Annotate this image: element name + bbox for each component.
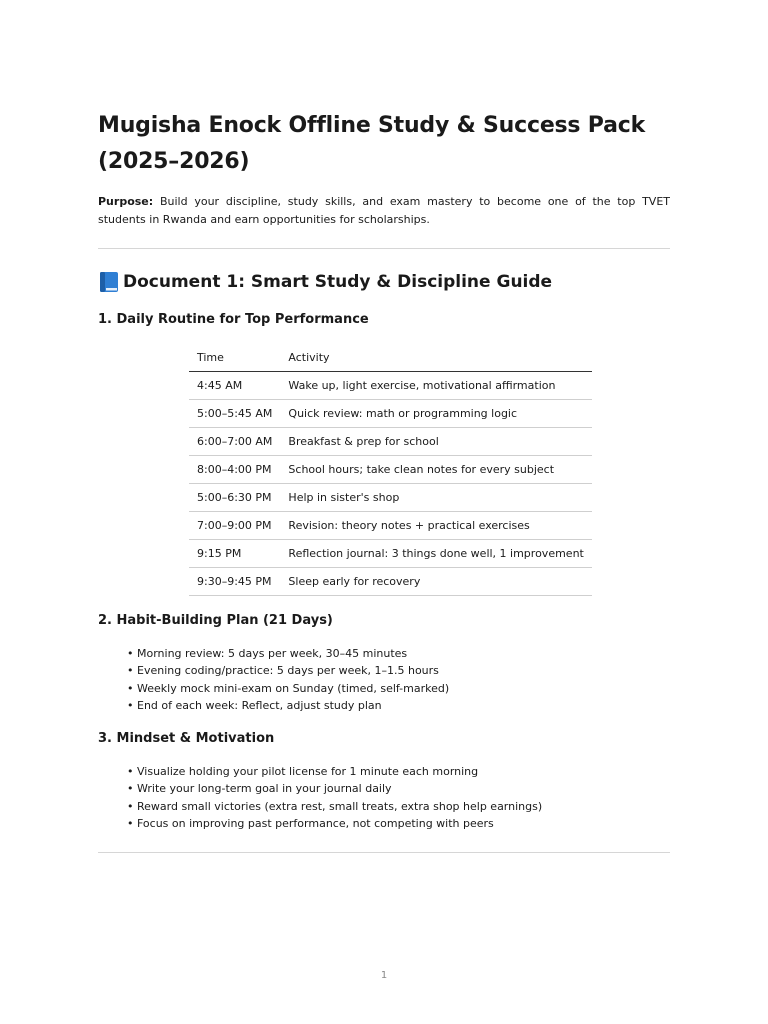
blue-book-icon: [98, 271, 120, 293]
habits-heading: 2. Habit-Building Plan (21 Days): [98, 613, 333, 628]
table-row: [189, 484, 592, 512]
table-header-row: [189, 344, 592, 372]
time-cell: 8:00–4:00 PM: [189, 456, 280, 484]
list-item: • Morning review: 5 days per week, 30–45 minutes: [127, 645, 449, 662]
habits-list: [127, 645, 449, 714]
divider-top: [98, 248, 670, 249]
table-row: [189, 540, 592, 568]
mindset-list: [127, 763, 542, 832]
section-heading-text: Document 1: Smart Study & Discipline Guide: [123, 272, 553, 292]
column-header-activity: Activity: [280, 344, 591, 372]
column-header-time: Time: [189, 344, 280, 372]
time-cell: 7:00–9:00 PM: [189, 512, 280, 540]
list-item: • Focus on improving past performance, not competing with peers: [127, 815, 542, 832]
table-row: [189, 456, 592, 484]
section-heading: [98, 268, 552, 296]
purpose-label: Purpose:: [98, 195, 154, 208]
routine-heading: 1. Daily Routine for Top Performance: [98, 312, 369, 327]
activity-cell: Sleep early for recovery: [280, 568, 591, 596]
purpose-text: Build your discipline, study skills, and exam mastery to become one of the top TVET students in Rwanda and earn opportunities for scholarships.: [98, 195, 670, 226]
table-row: [189, 512, 592, 540]
table-row: [189, 400, 592, 428]
activity-cell: Breakfast & prep for school: [280, 428, 591, 456]
time-cell: 5:00–6:30 PM: [189, 484, 280, 512]
daily-routine-table: [189, 344, 592, 596]
activity-cell: Wake up, light exercise, motivational affirmation: [280, 372, 591, 400]
activity-cell: Help in sister's shop: [280, 484, 591, 512]
divider-bottom: [98, 852, 670, 853]
activity-cell: Reflection journal: 3 things done well, 1 improvement: [280, 540, 591, 568]
list-item: • Weekly mock mini-exam on Sunday (timed, self-marked): [127, 680, 449, 697]
activity-cell: Revision: theory notes + practical exercises: [280, 512, 591, 540]
time-cell: 5:00–5:45 AM: [189, 400, 280, 428]
time-cell: 6:00–7:00 AM: [189, 428, 280, 456]
list-item: • End of each week: Reflect, adjust study plan: [127, 697, 449, 714]
time-cell: 9:15 PM: [189, 540, 280, 568]
mindset-heading: 3. Mindset & Motivation: [98, 731, 275, 746]
time-cell: 4:45 AM: [189, 372, 280, 400]
purpose-paragraph: [98, 193, 670, 229]
activity-cell: Quick review: math or programming logic: [280, 400, 591, 428]
list-item: • Reward small victories (extra rest, small treats, extra shop help earnings): [127, 798, 542, 815]
table-row: [189, 372, 592, 400]
time-cell: 9:30–9:45 PM: [189, 568, 280, 596]
table-row: [189, 428, 592, 456]
list-item: • Evening coding/practice: 5 days per week, 1–1.5 hours: [127, 662, 449, 679]
page-number: 1: [380, 970, 388, 981]
table-row: [189, 568, 592, 596]
document-title: Mugisha Enock Offline Study & Success Pack (2025–2026): [98, 113, 646, 174]
activity-cell: School hours; take clean notes for every subject: [280, 456, 591, 484]
list-item: • Write your long-term goal in your journal daily: [127, 780, 542, 797]
list-item: • Visualize holding your pilot license for 1 minute each morning: [127, 763, 542, 780]
